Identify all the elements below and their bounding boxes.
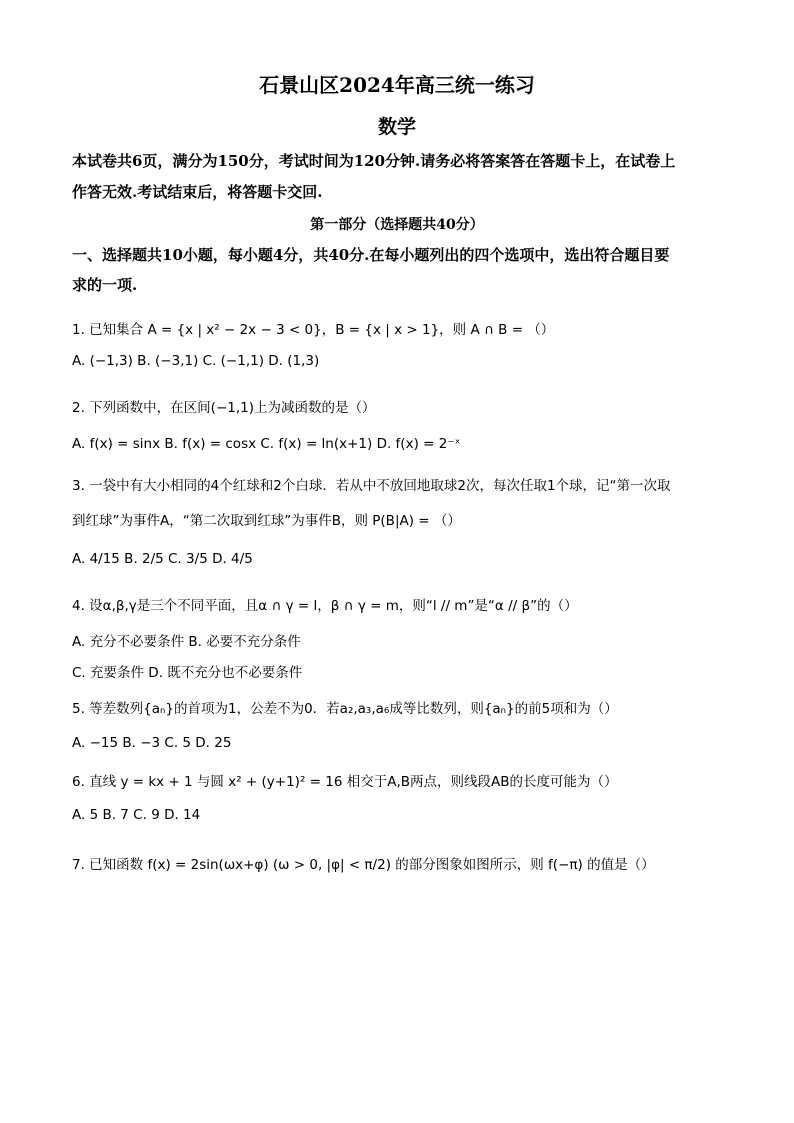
q3-stem-line-2: 到红球”为事件A，“第二次取到红球”为事件B，则 P(B|A) = （） — [72, 513, 461, 529]
q3-stem-line-1: 3. 一袋中有大小相同的4个红球和2个白球．若从中不放回地取球2次，每次任取1个球，记“第一次取 — [72, 478, 671, 494]
q6-stem: 6. 直线 y = kx + 1 与圆 x² + (y+1)² = 16 相交于A,B两点，则线段AB的长度可能为（） — [72, 774, 618, 790]
q4-options-line-2: C. 充要条件 D. 既不充分也不必要条件 — [72, 665, 303, 681]
q6-options: A. 5 B. 7 C. 9 D. 14 — [72, 807, 201, 823]
instructions-line-2: 作答无效.考试结束后，将答题卡交回. — [72, 183, 323, 201]
exam-title: 石景山区2024年高三统一练习 — [259, 73, 535, 97]
section-intro-line-2: 求的一项. — [72, 276, 138, 294]
q4-options-line-1: A. 充分不必要条件 B. 必要不充分条件 — [72, 634, 301, 650]
q5-stem: 5. 等差数列{aₙ}的首项为1，公差不为0．若a₂,a₃,a₆成等比数列，则{aₙ}的前5项和为（） — [72, 701, 618, 717]
q7-stem: 7. 已知函数 f(x) = 2sin(ωx+φ) (ω > 0, |φ| < π/2) 的部分图象如图所示，则 f(−π) 的值是（） — [72, 857, 655, 873]
q1-stem: 1. 已知集合 A = {x | x² − 2x − 3 < 0}，B = {x | x > 1}，则 A ∩ B = （） — [72, 322, 555, 338]
section-intro-line-1: 一、选择题共10小题，每小题4分，共40分.在每小题列出的四个选项中，选出符合题目要 — [72, 246, 670, 264]
q5-options: A. −15 B. −3 C. 5 D. 25 — [72, 735, 232, 751]
part1-heading: 第一部分（选择题共40分） — [310, 217, 484, 233]
instructions-line-1: 本试卷共6页，满分为150分，考试时间为120分钟.请务必将答案答在答题卡上，在试卷上 — [72, 152, 676, 170]
exam-subject: 数学 — [377, 116, 416, 138]
q2-stem: 2. 下列函数中，在区间(−1,1)上为减函数的是（） — [72, 400, 376, 416]
q2-options: A. f(x) = sinx B. f(x) = cosx C. f(x) = ln(x+1) D. f(x) = 2⁻ˣ — [72, 436, 461, 452]
q1-options: A. (−1,3) B. (−3,1) C. (−1,1) D. (1,3) — [72, 353, 320, 369]
q3-options: A. 4/15 B. 2/5 C. 3/5 D. 4/5 — [72, 551, 253, 567]
q4-stem: 4. 设α,β,γ是三个不同平面，且α ∩ γ = l，β ∩ γ = m，则“l // m”是“α // β”的（） — [72, 598, 578, 614]
